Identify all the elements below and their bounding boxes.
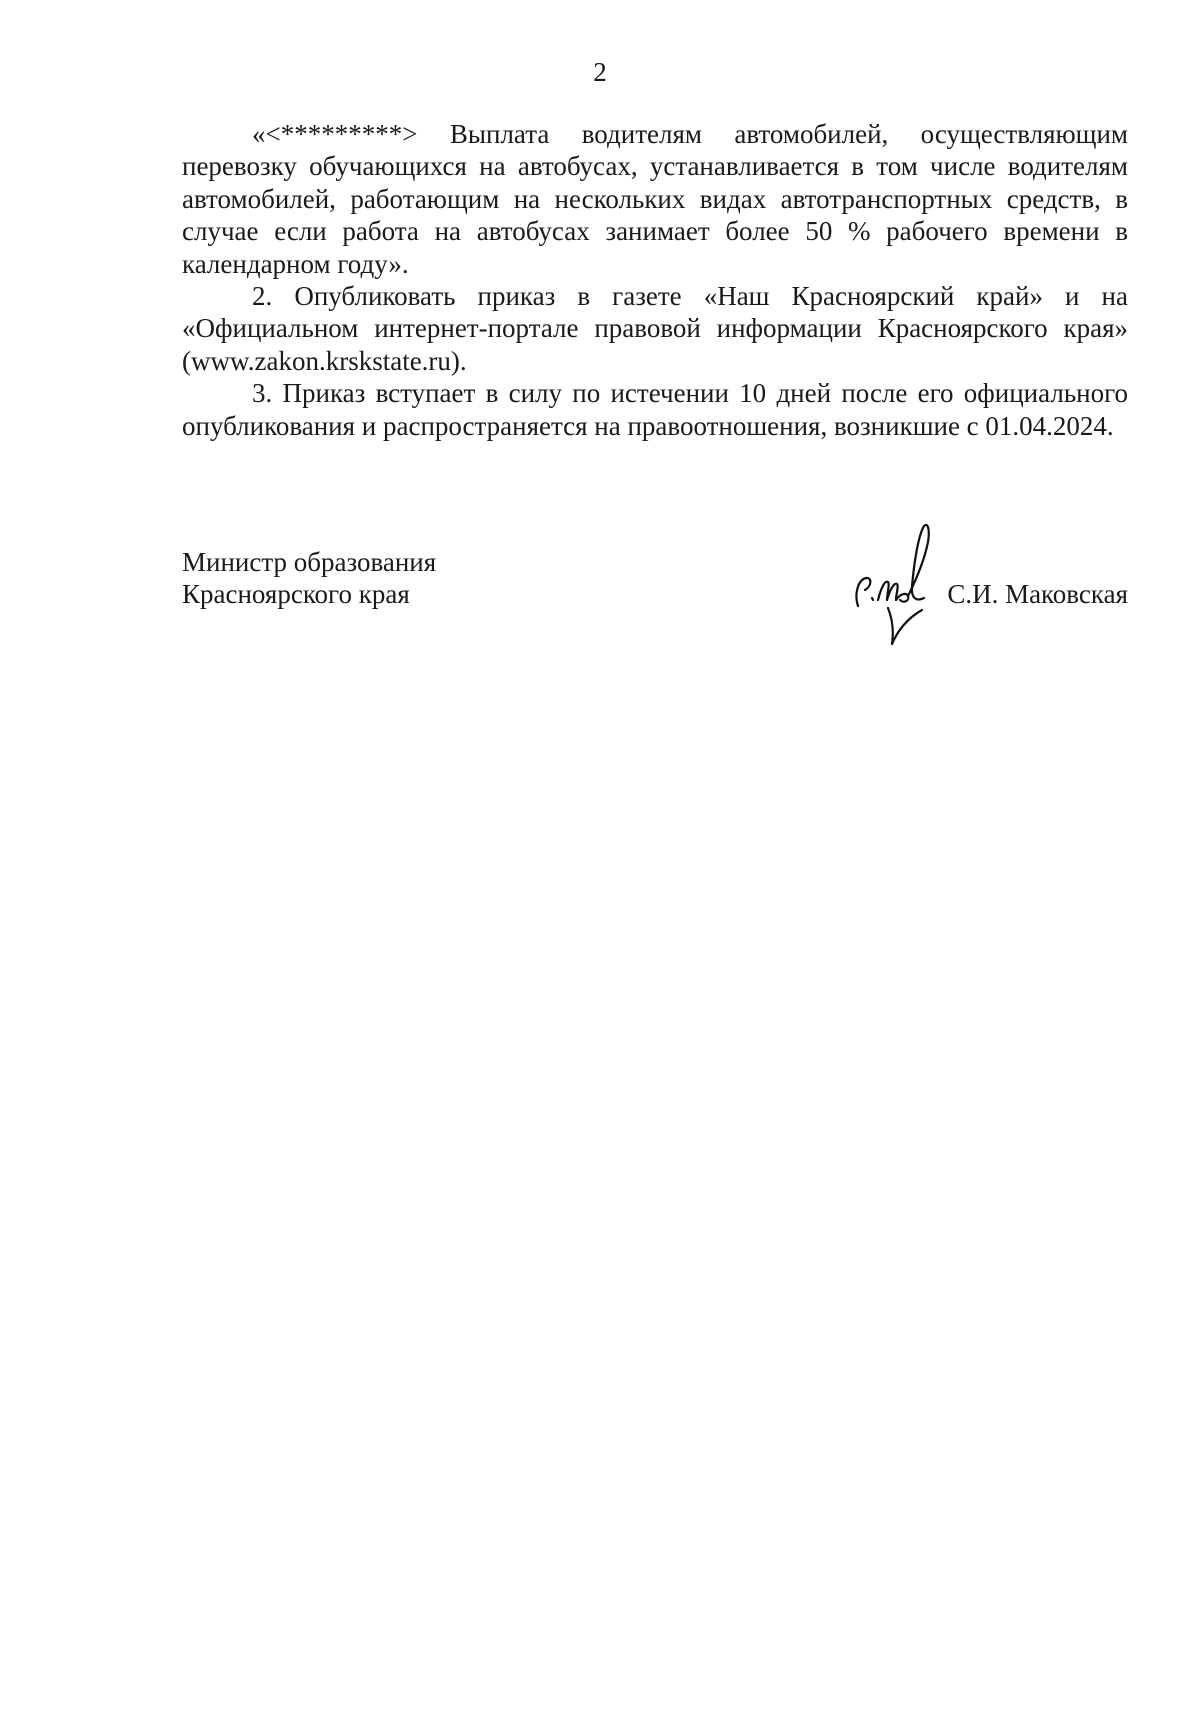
page-number: 2 xyxy=(593,57,607,87)
signer-position xyxy=(182,546,436,611)
paragraph-publication: 2. Опубликовать приказ в газете «Наш Красноярский край» и на «Официальном интернет-портале правовой информации Красноярского края» (www.zakon.krskstate.ru). xyxy=(182,281,1128,376)
document-body xyxy=(182,118,1128,442)
signer-position-line-2: Красноярского края xyxy=(182,579,410,610)
signer-position-line-1: Министр образования xyxy=(182,547,437,577)
handwritten-signature xyxy=(832,514,942,654)
paragraph-bus-driver-payment: «<*********> Выплата водителям автомобилей, осуществляющим перевозку обучающихся на автобусах, устанавливается в том числе водителям автомобилей, работающим на нескольких видах автотранспортных средств, в случае если работа на автобусах занимает более 50 % рабочего времени в календарном году». xyxy=(182,119,1128,279)
signature-block xyxy=(182,546,1128,656)
signer-name: С.И. Маковская xyxy=(947,579,1128,609)
paragraph-entry-into-force: 3. Приказ вступает в силу по истечении 10 дней после его официального опубликования и распространяется на правоотношения, возникшие с 01.04.2024. xyxy=(182,378,1128,441)
